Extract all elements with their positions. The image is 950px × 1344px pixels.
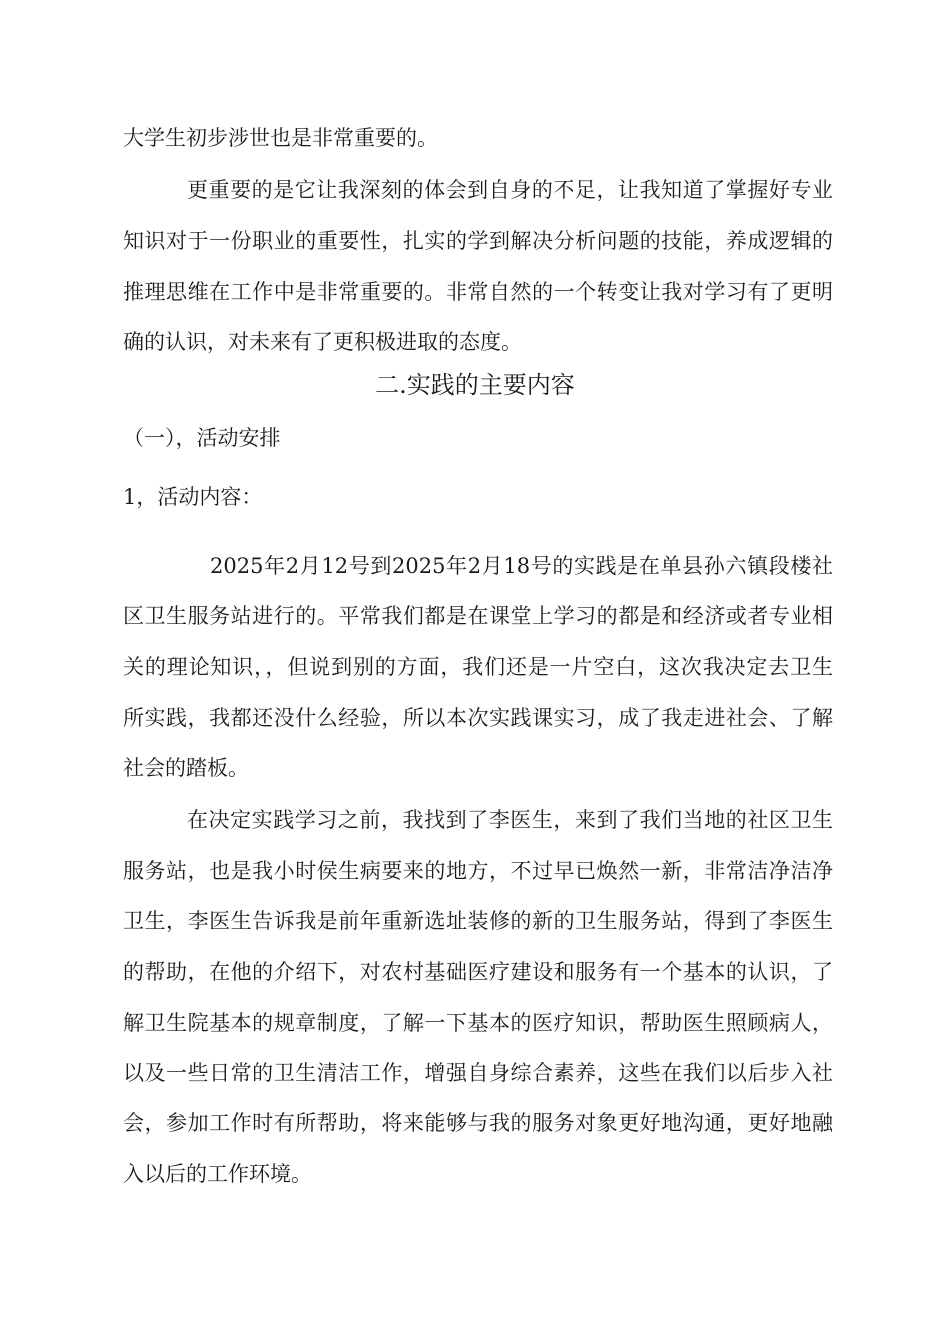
- paragraph-2-line-1: 更重要的是它让我深刻的体会到自身的不足，让我知道了掌握好专业: [187, 178, 833, 202]
- paragraph-4-line-7: 会，参加工作时有所帮助，将来能够与我的服务对象更好地沟通，更好地融: [123, 1111, 833, 1135]
- paragraph-1-line-1: 大学生初步涉世也是非常重要的。: [123, 126, 438, 150]
- paragraph-4-line-1: 在决定实践学习之前，我找到了李医生，来到了我们当地的社区卫生: [187, 808, 833, 832]
- paragraph-4-line-4: 的帮助，在他的介绍下，对农村基础医疗建设和服务有一个基本的认识，了: [123, 960, 833, 984]
- paragraph-3-line-1: 2025年2月12号到2025年2月18号的实践是在单县孙六镇段楼社: [210, 554, 833, 578]
- paragraph-2-line-4: 确的认识，对未来有了更积极进取的态度。: [123, 330, 522, 354]
- paragraph-4-line-3: 卫生，李医生告诉我是前年重新选址装修的新的卫生服务站，得到了李医生: [123, 909, 833, 933]
- paragraph-3-line-2: 区卫生服务站进行的。平常我们都是在课堂上学习的都是和经济或者专业相: [123, 604, 833, 628]
- paragraph-2-line-2: 知识对于一份职业的重要性，扎实的学到解决分析问题的技能，养成逻辑的: [123, 229, 833, 253]
- paragraph-4-line-6: 以及一些日常的卫生清洁工作，增强自身综合素养，这些在我们以后步入社: [123, 1061, 833, 1085]
- paragraph-4-line-8: 入以后的工作环境。: [123, 1162, 312, 1186]
- paragraph-3-line-3: 关的理论知识，，但说到别的方面，我们还是一片空白，这次我决定去卫生: [123, 655, 833, 679]
- subsection-heading: （一），活动安排: [123, 426, 281, 450]
- paragraph-3-line-5: 社会的踏板。: [123, 756, 249, 780]
- paragraph-4-line-5: 解卫生院基本的规章制度，了解一下基本的医疗知识，帮助医生照顾病人，: [123, 1011, 833, 1035]
- paragraph-2-line-3: 推理思维在工作中是非常重要的。非常自然的一个转变让我对学习有了更明: [123, 280, 833, 304]
- item-heading: 1，活动内容：: [123, 485, 263, 509]
- paragraph-3-line-4: 所实践，我都还没什么经验，所以本次实践课实习，成了我走进社会、了解: [123, 706, 833, 730]
- section-heading: 二.实践的主要内容: [375, 371, 575, 399]
- paragraph-4-line-2: 服务站，也是我小时侯生病要来的地方，不过早已焕然一新，非常洁净洁净: [123, 859, 833, 883]
